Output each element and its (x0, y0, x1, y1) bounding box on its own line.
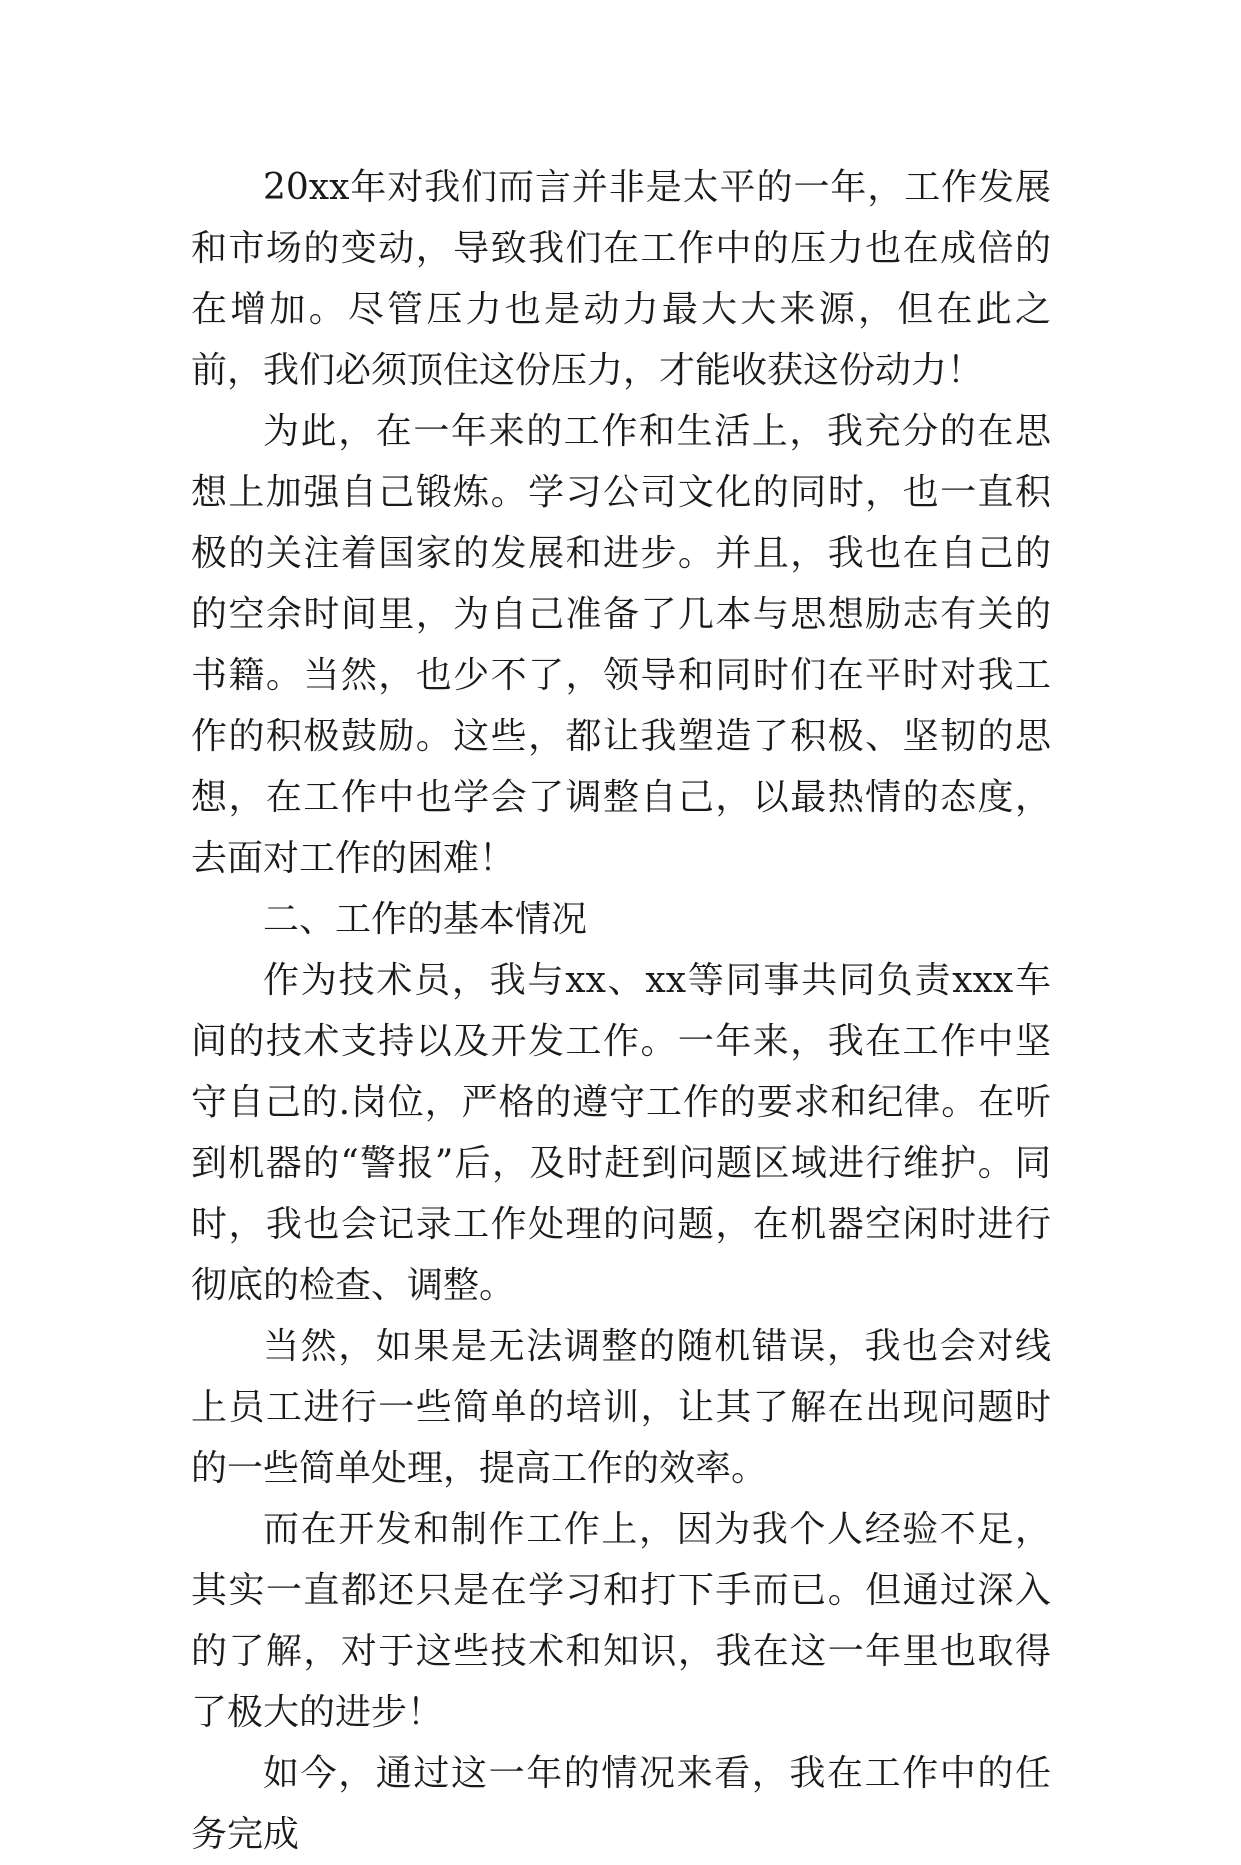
paragraph-training: 当然，如果是无法调整的随机错误，我也会对线上员工进行一些简单的培训，让其了解在出现问题时的一些简单处理，提高工作的效率。 (191, 1326, 1051, 1489)
paragraph-conclusion-start: 如今，通过这一年的情况来看，我在工作中的任务完成 (191, 1753, 1051, 1855)
paragraph-intro: 20xx年对我们而言并非是太平的一年，工作发展和市场的变动，导致我们在工作中的压力也在成倍的在增加。尽管压力也是动力最大大来源，但在此之前，我们必须顶住这份压力，才能收获这份动力！ (191, 167, 1051, 391)
paragraph-development: 而在开发和制作工作上，因为我个人经验不足，其实一直都还只是在学习和打下手而已。但通过深入的了解，对于这些技术和知识，我在这一年里也取得了极大的进步！ (191, 1509, 1051, 1733)
section-heading-work-situation: 二、工作的基本情况 (263, 899, 588, 940)
document-body (191, 157, 1051, 1865)
paragraph-thinking: 为此，在一年来的工作和生活上，我充分的在思想上加强自己锻炼。学习公司文化的同时，也一直积极的关注着国家的发展和进步。并且，我也在自己的的空余时间里，为自己准备了几本与思想励志有关的书籍。当然，也少不了，领导和同时们在平时对我工作的积极鼓励。这些，都让我塑造了积极、坚韧的思想，在工作中也学会了调整自己，以最热情的态度，去面对工作的困难！ (191, 411, 1051, 879)
paragraph-technician-duties: 作为技术员，我与xx、xx等同事共同负责xxx车间的技术支持以及开发工作。一年来，我在工作中坚守自己的.岗位，严格的遵守工作的要求和纪律。在听到机器的“警报”后，及时赶到问题区域进行维护。同时，我也会记录工作处理的问题，在机器空闲时进行彻底的检查、调整。 (191, 960, 1051, 1306)
